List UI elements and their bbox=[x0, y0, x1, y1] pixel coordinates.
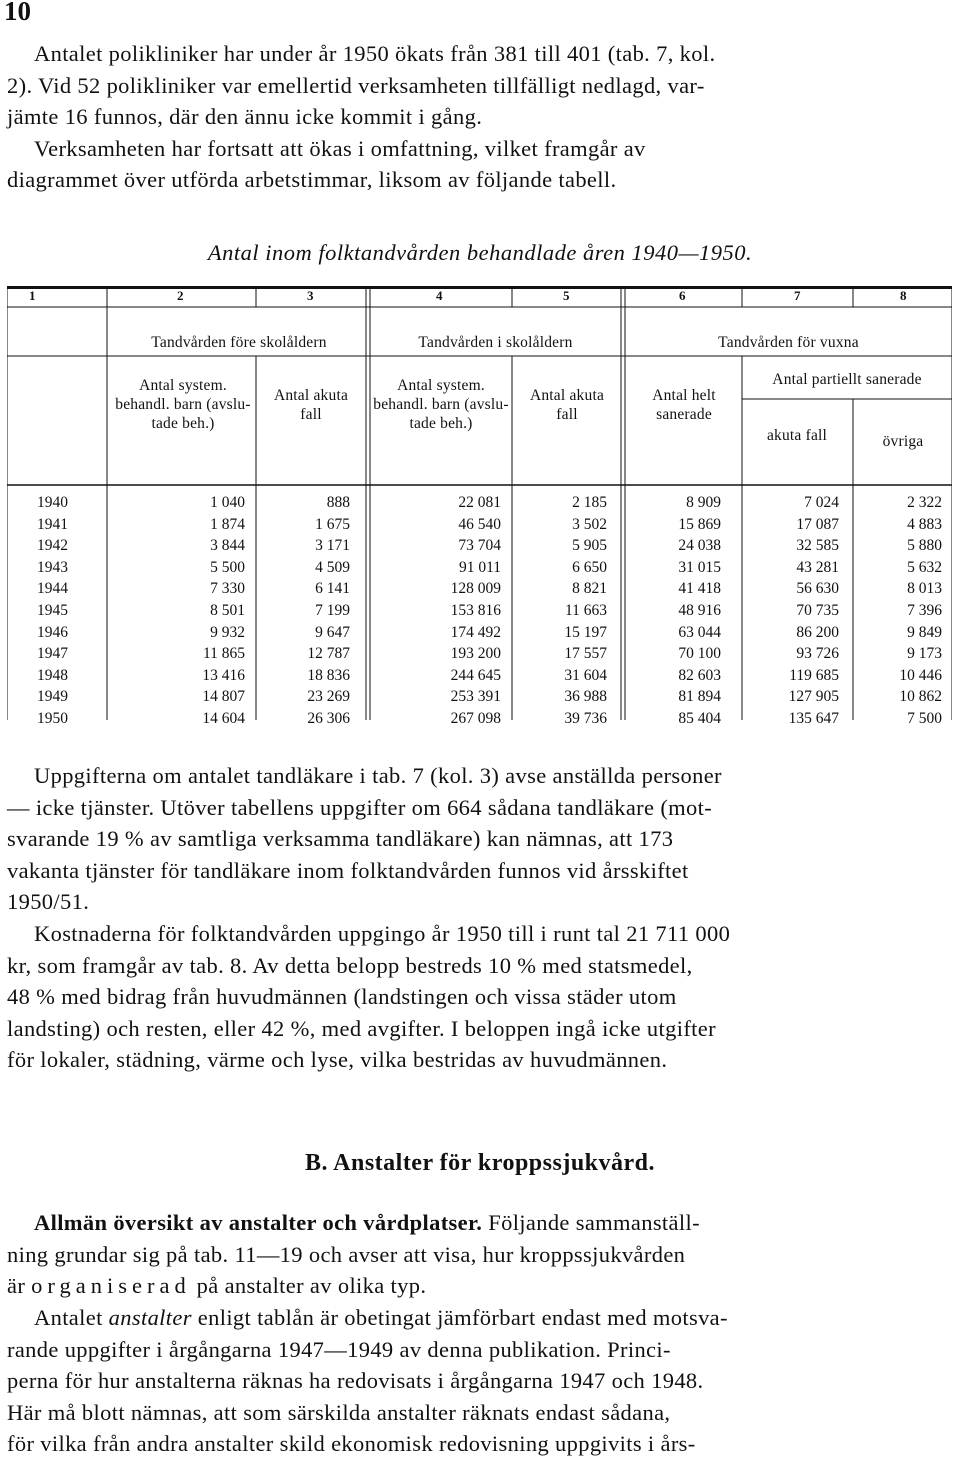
table-row bbox=[7, 557, 952, 579]
cell-systematic-school: 174 492 bbox=[450, 623, 501, 641]
cell-acute-pre-school: 4 509 bbox=[315, 558, 350, 576]
cell-fully-restored: 70 100 bbox=[678, 645, 721, 663]
institutions-line-1 bbox=[7, 1302, 952, 1334]
cost-line-1: Kostnaderna för folktandvården uppgingo år 1950 till i runt tal 21 711 000 bbox=[34, 921, 731, 946]
cell-systematic-school: 46 540 bbox=[458, 515, 501, 533]
cell-acute-pre-school: 23 269 bbox=[307, 688, 350, 706]
cell-partial-acute: 93 726 bbox=[796, 645, 839, 663]
intro-line-4: Verksamheten har fortsatt att ökas i omfattning, vilket framgår av bbox=[34, 135, 646, 161]
table-body bbox=[7, 492, 952, 730]
subheader-partial-other: övriga bbox=[882, 433, 924, 450]
cell-acute-school: 8 821 bbox=[572, 580, 607, 598]
intro-line-3: jämte 16 funnos, där den ännu icke kommit i gång. bbox=[7, 104, 483, 129]
intro-line-2: 2). Vid 52 polikliniker var emellertid verksamheten tillfälligt nedlagd, var- bbox=[7, 72, 705, 98]
cell-acute-school: 36 988 bbox=[564, 688, 607, 706]
cell-partial-other: 8 013 bbox=[907, 580, 942, 598]
cell-partial-acute: 32 585 bbox=[796, 537, 839, 555]
intro-line-1: Antalet polikliniker har under år 1950 ökats från 381 till 401 (tab. 7, kol. bbox=[34, 41, 716, 66]
institutions-line-1-end: enligt tablån är obetingat jämförbart endast med motsva- bbox=[191, 1305, 728, 1330]
overview-line-3-start: är bbox=[7, 1273, 32, 1298]
cell-systematic-pre-school: 1 874 bbox=[210, 515, 245, 533]
run-in-heading: Allmän översikt av anstalter och vårdplatser. bbox=[34, 1210, 483, 1235]
cell-fully-restored: 82 603 bbox=[678, 666, 721, 684]
group-header-pre-school: Tandvården före skolåldern bbox=[151, 334, 327, 351]
overview-line-3-end: på anstalter av olika typ. bbox=[190, 1273, 427, 1298]
cell-systematic-pre-school: 13 416 bbox=[202, 666, 245, 684]
table-row bbox=[7, 492, 952, 514]
cell-acute-school: 39 736 bbox=[564, 709, 607, 727]
institutions-paragraph bbox=[7, 1302, 952, 1460]
cell-partial-acute: 86 200 bbox=[796, 623, 839, 641]
group-header-school: Tandvården i skolåldern bbox=[418, 334, 573, 351]
subheader-fully-restored: Antal helt sanerade bbox=[652, 387, 716, 423]
cell-partial-acute: 7 024 bbox=[804, 494, 839, 511]
table-row bbox=[7, 622, 952, 644]
subheader-partially-restored: Antal partiellt sanerade bbox=[772, 371, 922, 388]
cost-line-3: 48 % med bidrag från huvudmännen (landstingen och vissa städer utom bbox=[7, 984, 677, 1009]
institutions-line-3: perna för hur anstalterna räknas ha redovisats i årgångarna 1947 och 1948. bbox=[7, 1368, 704, 1393]
cell-systematic-pre-school: 8 501 bbox=[210, 601, 245, 619]
cell-systematic-school: 267 098 bbox=[450, 709, 501, 727]
cell-acute-pre-school: 12 787 bbox=[307, 645, 350, 663]
table-row bbox=[7, 514, 952, 536]
cell-acute-pre-school: 9 647 bbox=[315, 623, 350, 641]
cell-year: 1947 bbox=[37, 645, 68, 663]
cell-year: 1946 bbox=[37, 623, 68, 641]
cell-partial-other: 4 883 bbox=[907, 515, 942, 533]
cell-partial-other: 7 396 bbox=[907, 601, 942, 619]
dentist-line-3: svarande 19 % av samtliga verksamma tandläkare) kan nämnas, att 173 bbox=[7, 826, 674, 851]
overview-paragraph bbox=[7, 1207, 952, 1302]
cell-fully-restored: 24 038 bbox=[678, 537, 721, 555]
col-number-8: 8 bbox=[900, 288, 907, 303]
cell-partial-acute: 70 735 bbox=[796, 601, 839, 619]
table-caption: Antal inom folktandvården behandlade åren 1940—1950. bbox=[207, 240, 753, 265]
cell-fully-restored: 15 869 bbox=[678, 515, 721, 533]
col-number-2: 2 bbox=[177, 288, 184, 303]
cell-partial-acute: 119 685 bbox=[789, 666, 839, 684]
cell-partial-other: 10 862 bbox=[899, 688, 942, 706]
cell-fully-restored: 81 894 bbox=[678, 688, 721, 706]
cell-year: 1950 bbox=[37, 709, 68, 727]
dentist-line-5: 1950/51. bbox=[7, 889, 90, 914]
subheader-acute-pre-school: Antal akuta fall bbox=[273, 387, 349, 423]
cell-acute-school: 11 663 bbox=[564, 601, 607, 619]
cell-partial-other: 9 849 bbox=[907, 623, 942, 641]
cell-acute-pre-school: 6 141 bbox=[315, 580, 350, 598]
cell-acute-pre-school: 888 bbox=[326, 494, 350, 511]
cell-acute-pre-school: 26 306 bbox=[307, 709, 350, 727]
cell-year: 1941 bbox=[37, 515, 68, 533]
subheader-systematic-school: Antal system. behandl. barn (avslu- tade beh.) bbox=[373, 377, 509, 432]
cell-systematic-school: 193 200 bbox=[450, 645, 501, 663]
subheader-acute-school: Antal akuta fall bbox=[529, 387, 605, 423]
cell-acute-school: 15 197 bbox=[564, 623, 607, 641]
cell-partial-other: 9 173 bbox=[907, 645, 942, 663]
spaced-emphasis: organiserad bbox=[31, 1273, 191, 1298]
table-row bbox=[7, 643, 952, 665]
cell-systematic-school: 73 704 bbox=[458, 537, 501, 555]
table-row bbox=[7, 708, 952, 730]
institutions-line-2: rande uppgifter i årgångarna 1947—1949 av denna publikation. Princi- bbox=[7, 1336, 671, 1362]
cell-year: 1949 bbox=[37, 688, 68, 706]
col-number-7: 7 bbox=[794, 288, 801, 303]
subheader-systematic-pre-school: Antal system. behandl. barn (avslu- tade beh.) bbox=[115, 377, 251, 432]
institutions-line-4: Här må blott nämnas, att som särskilda anstalter räknats endast sådana, bbox=[7, 1399, 671, 1425]
cell-year: 1940 bbox=[37, 494, 68, 511]
cell-acute-pre-school: 1 675 bbox=[315, 515, 350, 533]
section-title: B. Anstalter för kroppssjukvård. bbox=[304, 1150, 656, 1176]
cell-partial-acute: 127 905 bbox=[788, 688, 839, 706]
overview-line-1 bbox=[7, 1207, 952, 1239]
cell-acute-pre-school: 18 836 bbox=[307, 666, 350, 684]
cell-fully-restored: 8 909 bbox=[686, 494, 721, 511]
subheader-partial-acute: akuta fall bbox=[766, 427, 828, 444]
overview-line-2: ning grundar sig på tab. 11—19 och avser att visa, hur kroppssjukvården bbox=[7, 1241, 686, 1267]
cell-year: 1944 bbox=[37, 580, 68, 598]
cell-systematic-pre-school: 3 844 bbox=[210, 537, 245, 555]
dentist-line-4: vakanta tjänster för tandläkare inom folktandvården funnos vid årsskiftet bbox=[7, 857, 689, 883]
table-row bbox=[7, 600, 952, 622]
dentist-line-1: Uppgifterna om antalet tandläkare i tab. 7 (kol. 3) avse anställda personer bbox=[34, 763, 722, 788]
dentist-paragraph bbox=[7, 760, 952, 918]
cell-fully-restored: 63 044 bbox=[678, 623, 721, 641]
cell-systematic-pre-school: 7 330 bbox=[210, 580, 245, 598]
cell-partial-acute: 135 647 bbox=[788, 709, 839, 727]
cell-year: 1948 bbox=[37, 666, 68, 684]
cell-acute-school: 6 650 bbox=[572, 558, 607, 576]
cell-systematic-school: 22 081 bbox=[458, 494, 501, 511]
cell-systematic-pre-school: 14 807 bbox=[202, 688, 245, 706]
cell-year: 1945 bbox=[37, 601, 68, 619]
cell-systematic-pre-school: 14 604 bbox=[202, 709, 245, 727]
cell-systematic-school: 244 645 bbox=[450, 666, 501, 684]
cost-line-4: landsting) och resten, eller 42 %, med avgifter. I beloppen ingå icke utgifter bbox=[7, 1015, 716, 1041]
col-number-6: 6 bbox=[679, 288, 686, 303]
overview-line-3 bbox=[7, 1270, 952, 1302]
table-row bbox=[7, 665, 952, 687]
institutions-line-1-start: Antalet bbox=[34, 1305, 109, 1330]
italic-emphasis: anstalter bbox=[108, 1305, 192, 1330]
cell-acute-school: 17 557 bbox=[564, 645, 607, 663]
cell-fully-restored: 48 916 bbox=[678, 601, 721, 619]
cell-fully-restored: 85 404 bbox=[678, 709, 721, 727]
cost-line-2: kr, som framgår av tab. 8. Av detta belopp bestreds 10 % med statsmedel, bbox=[7, 952, 693, 978]
cost-paragraph bbox=[7, 918, 952, 1076]
col-number-3: 3 bbox=[307, 288, 314, 303]
cell-systematic-school: 253 391 bbox=[450, 688, 501, 706]
statistics-table bbox=[7, 286, 952, 732]
dentist-line-2: — icke tjänster. Utöver tabellens uppgifter om 664 sådana tandläkare (mot- bbox=[7, 794, 713, 820]
cell-partial-acute: 56 630 bbox=[796, 580, 839, 598]
cell-acute-school: 5 905 bbox=[572, 537, 607, 555]
cell-fully-restored: 31 015 bbox=[678, 558, 721, 576]
cell-systematic-pre-school: 9 932 bbox=[210, 623, 245, 641]
cell-partial-acute: 17 087 bbox=[796, 515, 839, 533]
cell-partial-other: 10 446 bbox=[899, 666, 942, 684]
cell-systematic-pre-school: 5 500 bbox=[210, 558, 245, 576]
cell-acute-school: 3 502 bbox=[572, 515, 607, 533]
cell-systematic-school: 91 011 bbox=[458, 558, 501, 576]
cell-partial-other: 7 500 bbox=[907, 709, 942, 727]
cell-year: 1942 bbox=[37, 537, 68, 555]
cell-systematic-pre-school: 11 865 bbox=[202, 645, 245, 663]
cell-year: 1943 bbox=[37, 558, 68, 576]
overview-line-1-rest: Följande sammanställ- bbox=[482, 1210, 700, 1235]
cell-partial-acute: 43 281 bbox=[796, 558, 839, 576]
col-number-5: 5 bbox=[563, 288, 570, 303]
intro-line-5: diagrammet över utförda arbetstimmar, liksom av följande tabell. bbox=[7, 167, 617, 192]
cell-partial-other: 5 880 bbox=[907, 537, 942, 555]
cell-partial-other: 5 632 bbox=[907, 558, 942, 576]
cell-partial-other: 2 322 bbox=[907, 494, 942, 511]
cell-acute-pre-school: 3 171 bbox=[315, 537, 350, 555]
table-row bbox=[7, 578, 952, 600]
page-number: 10 bbox=[4, 0, 31, 26]
cost-line-5: för lokaler, städning, värme och lyse, vilka bestridas av huvudmännen. bbox=[7, 1047, 668, 1072]
col-number-4: 4 bbox=[436, 288, 443, 303]
cell-systematic-school: 153 816 bbox=[450, 601, 501, 619]
table-row bbox=[7, 686, 952, 708]
cell-acute-pre-school: 7 199 bbox=[315, 601, 350, 619]
col-number-1: 1 bbox=[29, 288, 36, 303]
cell-systematic-pre-school: 1 040 bbox=[210, 494, 245, 511]
cell-acute-school: 2 185 bbox=[572, 494, 607, 511]
cell-systematic-school: 128 009 bbox=[450, 580, 501, 598]
institutions-line-5: för vilka från andra anstalter skild ekonomisk redovisning uppgivits i års- bbox=[7, 1431, 696, 1456]
cell-acute-school: 31 604 bbox=[564, 666, 607, 684]
intro-paragraph bbox=[7, 38, 952, 196]
group-header-adults: Tandvården för vuxna bbox=[718, 334, 859, 351]
cell-fully-restored: 41 418 bbox=[678, 580, 721, 598]
table-row bbox=[7, 535, 952, 557]
